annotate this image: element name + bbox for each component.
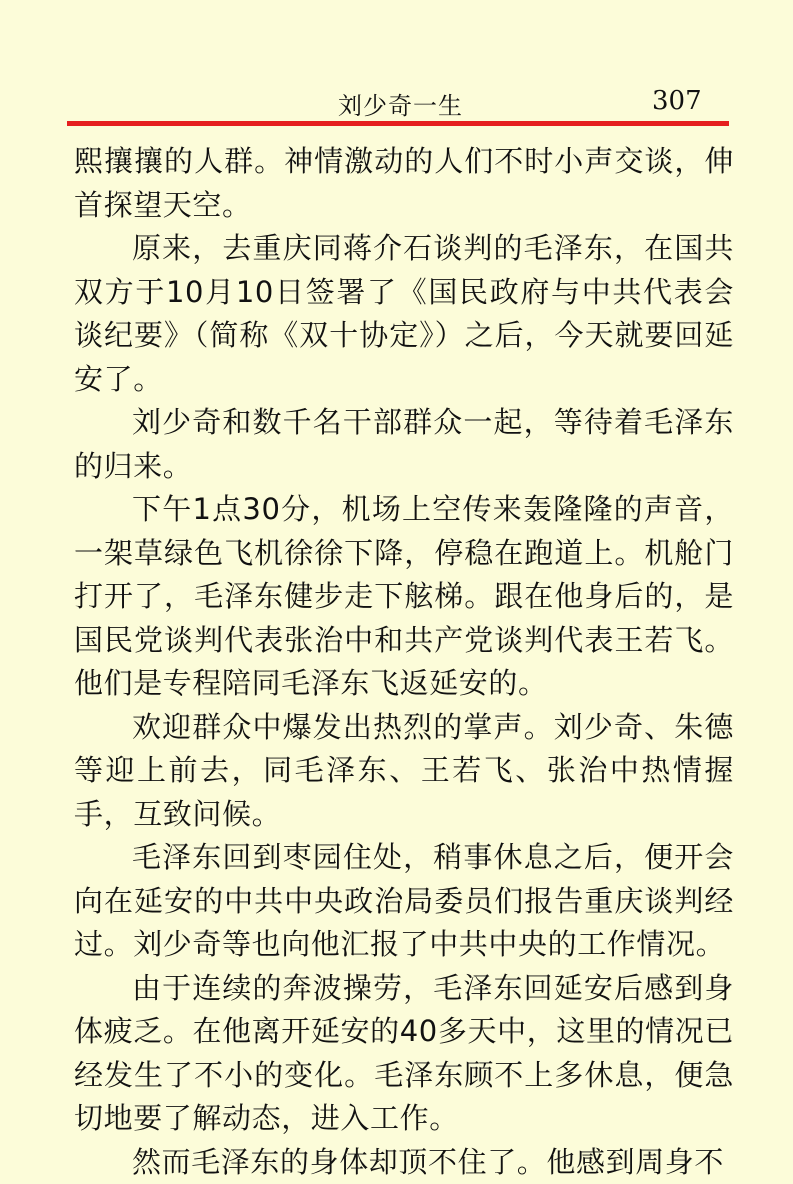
paragraph-4: 下午1点30分，机场上空传来轰隆隆的声音，一架草绿色飞机徐徐下降，停稳在跑道上。机舱门打开了，毛泽东健步走下舷梯。跟在他身后的，是国民党谈判代表张治中和共产党谈判代表王若飞。他们是专程陪同毛泽东飞返延安的。 <box>74 488 734 706</box>
paragraph-8: 然而毛泽东的身体却顶不住了。他感到周身不 <box>74 1141 734 1184</box>
paragraph-3: 刘少奇和数千名干部群众一起，等待着毛泽东的归来。 <box>74 401 734 488</box>
paragraph-2: 原来，去重庆同蒋介石谈判的毛泽东，在国共双方于10月10日签署了《国民政府与中共代表会谈纪要》（简称《双十协定》）之后，今天就要回延安了。 <box>74 227 734 401</box>
paragraph-1: 熙攘攘的人群。神情激动的人们不时小声交谈，伸首探望天空。 <box>74 140 734 227</box>
paragraph-7: 由于连续的奔波操劳，毛泽东回延安后感到身体疲乏。在他离开延安的40多天中，这里的情况已经发生了不小的变化。毛泽东顾不上多休息，便急切地要了解动态，进入工作。 <box>74 967 734 1141</box>
header-rule <box>67 121 729 126</box>
paragraph-6: 毛泽东回到枣园住处，稍事休息之后，便开会向在延安的中共中央政治局委员们报告重庆谈判经过。刘少奇等也向他汇报了中共中央的工作情况。 <box>74 836 734 967</box>
book-title: 刘少奇一生 <box>338 86 463 121</box>
page-header <box>0 0 793 130</box>
paragraph-5: 欢迎群众中爆发出热烈的掌声。刘少奇、朱德等迎上前去，同毛泽东、王若飞、张治中热情握手，互致问候。 <box>74 706 734 837</box>
page-bottom-margin <box>0 1090 793 1140</box>
page-number: 307 <box>652 86 702 116</box>
body-text <box>74 140 734 1184</box>
